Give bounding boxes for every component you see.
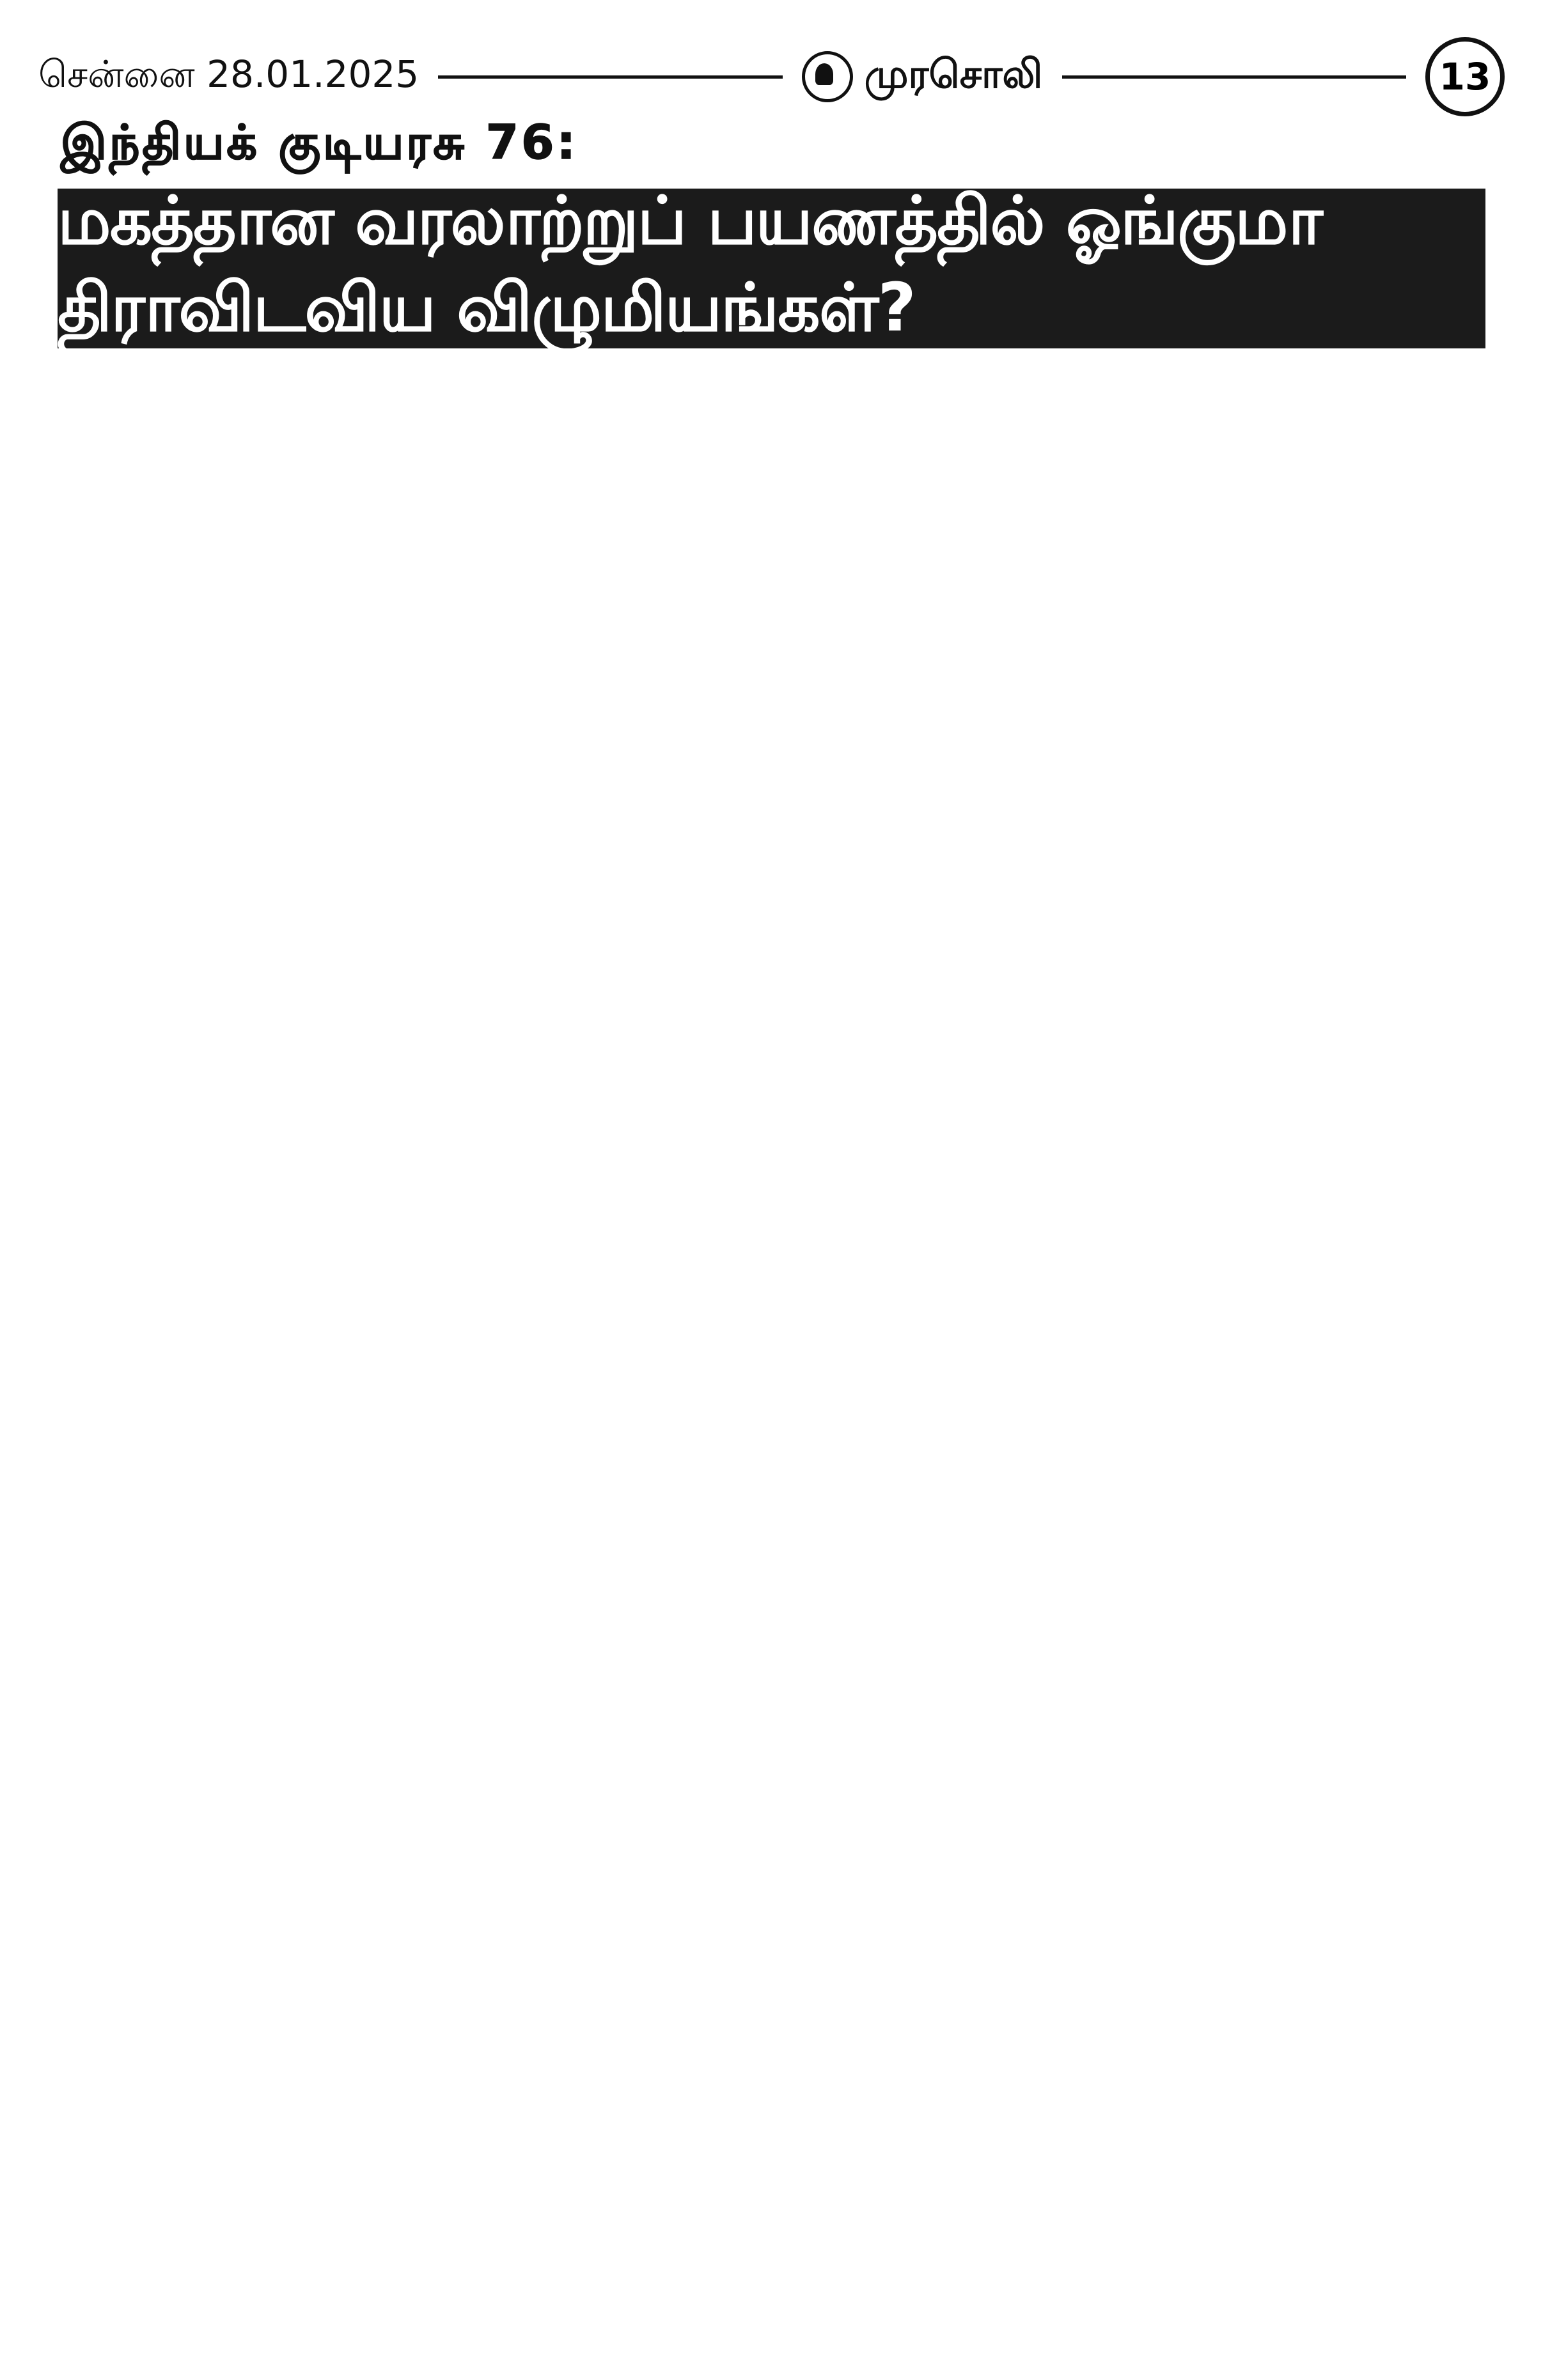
page-number-badge: 13 xyxy=(1425,37,1505,116)
paper-logo xyxy=(802,51,1043,103)
article-headline-banner xyxy=(58,182,1485,348)
murasoli-logo-icon xyxy=(802,51,853,102)
date-line: சென்னை 28.01.2025 xyxy=(38,52,419,96)
masthead-rule-left xyxy=(438,75,782,79)
article-kicker: இந்தியக் குடியரசு 76: xyxy=(61,115,579,170)
paper-name: முரசொலி xyxy=(864,51,1043,97)
masthead xyxy=(38,35,1505,118)
masthead-rule-right xyxy=(1062,75,1406,79)
article-headline: மகத்தான வரலாற்றுப் பயணத்தில் ஓங்குமா திராவிடவிய விழுமியங்கள்? xyxy=(58,182,1322,346)
